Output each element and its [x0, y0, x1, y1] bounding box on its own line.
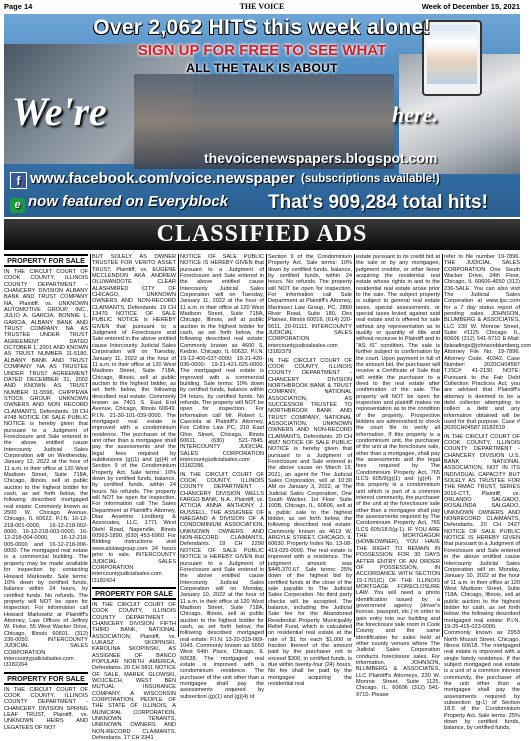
column-heading: PROPERTY FOR SALE: [4, 672, 88, 685]
page-header: [4, 2, 520, 13]
legal-notice: IN THE CIRCUIT COURT OF COOK COUNTY, ILLINOIS COUNTY DEPARTMENT - CHANCERY DIVISION SPRING LEAF TRUST, Plaintiff, vs. UNKNOWN HEIRS AND LEGATEES OF NOT: [4, 686, 88, 731]
everyblock-icon: e: [10, 198, 25, 213]
blog-link[interactable]: thevoicenewspapers.blogspot.com: [204, 150, 438, 166]
here-text: here.: [392, 102, 438, 127]
page-number: Page 14: [4, 2, 33, 11]
column-5: [356, 254, 440, 698]
legal-notice: estate pursuant to its credit bid at the sale or by any mortgagee, judgment creditor, or other lienor acquiring the residential real estate whose rights in and to the residential real estate arose prior to the sale. The subject property is subject to general real estate taxes, special assessments, or special taxes levied against said real estate and is offered for sale without any representation as to quality or quantity of title and without recourse to Plaintiff and in "AS IS" condition. The sale is further subject to confirmation by the court. Upon payment in full of the amount bid, the purchaser will receive a Certificate of Sale that will entitle the purchaser to a deed to the real estate after confirmation of the sale. The property will NOT be open for inspection and plaintiff makes no representation as to the condition of the property. Prospective bidders are admonished to check the court file to verify all information. If this property is a condominium unit, the purchaser of the unit at the foreclosure sale, other than a mortgagee, shall pay the assessments and the legal fees required by The Condominium Property Act, 765 ILCS 605/9(g)(1) and (g)(4). If this property is a condominium unit which is part of a common interest community, the purchaser of the unit at the foreclosure sale other than a mortgagee shall pay the assessments required by The Condominium Property Act, 765 ILCS 605/18.5(g-1). IF YOU ARE THE MORTGAGOR (HOMEOWNER), YOU HAVE THE RIGHT TO REMAIN IN POSSESSION FOR 30 DAYS AFTER ENTRY OF AN ORDER OF POSSESSION, IN ACCORDANCE WITH SECTION 15-1701(C) OF THE ILLINOIS MORTGAGE FORECLOSURE LAW. You will need a photo identification issued by a government agency (driver's license, passport, etc.) in order to gain entry into our building and the foreclosure sale room in Cook County and the same identification for sales held at other county venues where The Judicial Sales Corporation conducts foreclosure sales. For information, JOHNSON, BLUMBERG & ASSOCIATES, LLC Plaintiff's Attorneys, 230 W. Monroe Street, Suite 1125, Chicago, IL, 60606 (312) 541-9710. Please: [356, 254, 440, 698]
section-title: CLASSIFIED ADS: [156, 221, 368, 247]
legal-notice: IN THE CIRCUIT COURT OF COOK COUNTY, ILLINOIS COUNTY DEPARTMENT - CHANCERY DIVISION FIFTH THIRD BANK, NATIONAL ASSOCIATION, Plaintiff, vs. LUKASZ SKOPINSKI, KAROLINA SKOPINSKI, AS ASSIGNEE OF BANCO POPULAR NORTH AMERICA, Defendants. 20 CH 5811 NOTICE OF SALE, MAREK GLOWSKI, WOJCIECH, WEST BEN MUTUAL INSURANCE COMPANY, A WISCONSIN CORPORATION, PEOPLE OF THE STATE OF ILLINOIS, A MUNICIPAL CORPORATION, UNKNOWN TENANTS, UNKNOWN OWNERS AND NON-RECORD CLAIMANTS, Defendants. 17 CH 2341: [92, 601, 176, 741]
were-text: We're: [12, 89, 107, 134]
column-divider: [442, 254, 443, 637]
subscriptions-text: (subscriptions available!): [301, 173, 440, 185]
column-divider: [354, 254, 355, 637]
column-1: [4, 254, 88, 731]
facebook-link[interactable]: [10, 170, 295, 189]
legal-notice: BUT SOLELY AS OWNER TRUSTEE FOR VERITO ASSET TRUST, Plaintiff, vs. EUGENE MCCLENDON AKA ANDREW OLUWANDOTE CLEAR ALASHMIRED CITY OF CHICAGO, UNKNOWN OWNERS AND NON-RECORD CLAIMANTS, Defendants. 19 CH 13470 NOTICE OF SALE PUBLIC NOTICE is HEREBY GIVEN that pursuant to a Judgment of Foreclosure and Sale entered in the above entitled cause Intercounty Judicial Sales Corporation will on Tuesday, January 11, 2022 at the hour of 11 a.m. in their office at 120 West Madison Street, Suite 718A, Chicago, Illinois, sell at public auction to the highest bidder, as set forth below, the following described real estate: Commonly known as 7401 S. East End Avenue, Chicago, Illinois 60649. P.I.N. 21-30-101-039-0000. The mortgaged real estate is improved with a condominium residence. The purchaser of the unit other than a mortgagee shall pay the assessments and the legal fees required by subdivisions (g)(1) and (g)(4) of Section 9 of the Condominium Property Act. Sale terms: 10% down by certified funds, balance, by certified funds, within 24 hours. No refunds. The property will NOT be open for inspection. For information call The Sales Department at Plaintiff's Attorney, Diaz Anselmo Lindberg & Associates, LLC, 1771 West Diehl Road, Naperville, Illinois 60563-1890. (630) 453-6960. For Bidding instructions visit www.alolawgroup.com 24 hours prior to sale. INTERCOUNTY JUDICIAL SALES CORPORATION intercountyjudicialsales.com I3182424: [92, 254, 176, 584]
column-2: [92, 254, 176, 741]
paper-name: THE VOICE: [239, 2, 285, 11]
facebook-icon: f: [10, 172, 27, 189]
banner-tagline: ALL THE TALK IS ABOUT: [186, 61, 338, 75]
banner-headline: Over 2,062 HITS this week alone!: [93, 16, 431, 39]
column-heading: PROPERTY FOR SALE: [92, 587, 176, 600]
legal-notice: IN THE CIRCUIT COURT OF COOK COUNTY, ILLINOIS COUNTY DEPARTMENT - CHANCERY DIVISION NORTHBROOK BANK & TRUST COMPANY, NATIONAL ASSOCIATION, AS SUCCESSOR TRUSTEE TO NORTHBROOK BANK AND TRUST COMPANY, NATIONAL ASSOCIATION, UNKNOWN OWNERS AND NON-RECORD CLAIMANTS, Defendants. 20 CH 4587 NOTICE OF SALE PUBLIC NOTICE is hereby given that pursuant to a Judgment of Foreclosure and Sale entered in the above cause on March 19, 2021, an agent for The Judicial Sales Corporation, will at 10:30 AM on January 3, 2022, at The Judicial Sales Corporation, One South Wacker, 1st Floor Suite 100B, Chicago, IL, 60606, sell at a public sale to the highest bidder, as set forth below, the following described real estate: Commonly known as 4613 W. ARGYLE STREET, CHICAGO, IL 60630. Property Index No. 13-08-419-025-0000. The real estate is improved with a residence. The judgment amount was $445,370.67. Sale terms: 25% down of the highest bid by certified funds at the close of the sale payable to The Judicial Sales Corporation. No third party checks will be accepted. The balance, including the Judicial Sale fee for the Abandoned Residential Property Municipality Relief Fund, which is calculated on residential real estate at the rate of $1 for each $1,000 or fraction thereof of the amount paid by the purchaser not to exceed $300, in certified funds, is due within twenty-four (24) hours. No fee shall be paid by the mortgagee acquiring the residential real: [268, 357, 352, 688]
column-divider: [266, 254, 267, 637]
column-divider: [178, 254, 179, 637]
issue-date: Week of December 15, 2021: [421, 2, 520, 11]
legal-notice: IN THE CIRCUIT COURT OF COOK COUNTY, ILLINOIS COUNTY DEPARTMENT - CHANCERY DIVISION ALBANY BANK AND TRUST COMPANY NA, Plaintiff, vs. UNKNOWN AUTOMOTIVE GROUP, INC., JULIO A. GARCIA, BONNIE L. GARCIA, ALBANY BANK AND TRUST COMPANY NA AS TRUSTEE UNDER TRUST AGREEMENT DATED OCTOBER 1, 2001 AND KNOWN AS TRUST NUMBER 11-5180, ALBANY BANK AND TRUST COMPANY NA AS TRUSTEE UNDER TRUST AGREEMENT DATED DECEMBER 31, 2002 AND KNOWN AS TRUST NUMBER 11-5596, CHIPPEWA STOCK GROUP, UNKNOWN OWNERS AND NON RECORD CLAIMANTS, Defendants. 18 CH 4748 NOTICE OF SALE PUBLIC NOTICE is hereby given that pursuant to a Judgment of Foreclosure and Sale entered in the above entitled cause Intercounty Judicial Sales Corporation will on Wednesday, January 12, 2022 at the hour of 11 a.m. in their office at 120 West Madison Street, Suite 718A, Chicago, Illinois, sell at public auction to the highest bidder for cash, as set forth below, the following described mortgaged real estate: Commonly known as 2500 W. Chicago Avenue, Chicago, IL 60622. P.I.N. 16-12-218-001-0000, 16-12-218-002-0000, 16-12-218-003-0000, 16-12-218-004-0000, 16-12-218-005-0000 and 16-12-218-006-0000. The mortgaged real estate is a commercial building. The property may be made available for inspection by contacting Howard Markowitz. Sale terms: 10% down by certified funds, balance within 24 hours, by certified funds. No refunds. The property will NOT be open for inspection. For information call Howard Markowitz at Plaintiff's Attorney, Law Offices of Jeffrey W. Finke, 55 West Wacker Drive, Chicago, Illinois 60601. (312) 236-0050. INTERCOUNTY JUDICIAL SALES CORPORATION intercountyjudicialsales.com I3182264: [4, 269, 88, 669]
column-heading: PROPERTY FOR SALE: [4, 254, 88, 267]
column-3: [180, 254, 264, 700]
promo-banner[interactable]: [4, 14, 520, 217]
legal-notice: IN THE CIRCUIT COURT OF COOK COUNTY, ILLINOIS COUNTY DEPARTMENT - CHANCERY DIVISION U.S. BANK NATIONAL ASSOCIATION, NOT IN ITS INDIVIDUAL CAPACITY BUT SOLELY AS TRUSTEE FOR THE RMAC TRUST, SERIES 2016-CTT, Plaintiff, vs. ORLANDO SALGADO, ROSALINDA SALGADO, UNKNOWN OWNERS AND NONRECORD CLAIMANTS, Defendants. 20 CH 2427 NOTICE OF SALE PUBLIC NOTICE IS HEREBY GIVEN that pursuant to a Judgment of Foreclosure and Sale entered in the above entitled cause Intercounty Judicial Sales Corporation will on Monday, January 10, 2022 at the hour of 11 a.m. in their office at 120 West Madison Street, Suite 718A, Chicago, Illinois, sell at public auction to the highest bidder for cash, as set forth below, the following described mortgaged real estate: P.I.N. 19-25-415-023-0000. Commonly known as 2953 North Mozart Street, Chicago, Illinois 60618. The mortgaged real estate is improved with a single family residence. If the subject mortgaged real estate is a unit of a common interest community, the purchaser of the unit other than a mortgagee shall pay the assessments required by subsection (g-1) of Section 18.5 of the Condominium Property Act. Sale terms: 25% down by certified funds, balance, by certified funds,: [444, 433, 520, 732]
legal-notice: IN THE CIRCUIT COURT OF COOK COUNTY, ILLINOIS COUNTY DEPARTMENT - CHANCERY DIVISION WELLS FARGO BANK, N.A., Plaintiff, vs. ATTICIA ANNA ANTHONY J. RUSSELL, THE ASSIGNEE OF NAEGAND A DIVISION OF A CONDOMINIUM ASSOCIATION, UNKNOWN OWNERS AND NON-RECORD CLAIMANTS, Defendants. 19 CH 2290 NOTICE OF SALE PUBLIC NOTICE is HEREBY GIVEN that pursuant to a Judgment of Foreclosure and Sale entered in the above entitled cause Intercounty Judicial Sales Corporation will on Monday, January 10, 2022 at the hour of 11 a.m. in their office at 120 West Madison Street, Suite 718A, Chicago, Illinois, sell at public auction to the highest bidder for cash, as set forth below, the following described mortgaged real estate: P.I.N. 13-20-319-069-1043. Commonly known as 5650 West 64th Place, Chicago, IL 60638. The mortgaged real estate is improved with a condominium residence. The purchaser of the unit other than a mortgagee shall pay the assessments required by subsection (g)(1) and (g)(4) of: [180, 471, 264, 700]
facebook-url: www.facebook.com/voice.newspaper: [30, 170, 295, 187]
column-6: [444, 254, 531, 732]
classified-columns: [4, 254, 531, 741]
everyblock-link[interactable]: [10, 193, 228, 213]
legal-notice: Section 9 of the Condominium Property Act. Sale terms: 10% down by certified funds, balance, by certified funds, within 24 hours. No refunds. The property will NOT be open for inspection. For information call Sale Department at Plaintiff's Attorney, Marinosci Law Group, PC, 2860 River Road, Suite 180, Des Plaines, Illinois 60016. (614) 220-5611. 20-01111. INTERCOUNTY JUDICIAL SALES CORPORATION intercountyjudicialsales.com I3182379: [268, 254, 352, 356]
legal-notice: refer to file number 19-7896. THE JUDICIAL SALES CORPORATION One South Wacker Drive, 24th Floor, Chicago, IL 60606-4650 (312) 236-SALE. You can also visit The Judicial Sales Corporation at www.tjsc.com for a 7 day status report of pending sales. JOHNSON, BLUMBERG & ASSOCIATES, LLC 230 W. Monroe Street, Suite #1125 Chicago IL, 60606 (312) 541-9710 E-Mail: ilpleadings@johnsonblumberg.com Attorney File No. 19-7896. Attorney Code. 40342. Case Number: 2020CH04587 TJSC#: 41-2130. NOTE: Pursuant to the Fair Debt Collection Practices Act, you are advised that Plaintiff's attorney is deemed to be a debt collector attempting to collect a debt and any information obtained will be used for that purpose. Case # 2020CH04587 I3182519: [444, 254, 531, 432]
column-divider: [90, 254, 91, 637]
section-title-bar: [4, 219, 520, 250]
total-hits: That's 909,284 total hits!: [268, 192, 488, 213]
legal-notice: NOTICE OF SALE PUBLIC NOTICE IS HEREBY GIVEN that pursuant to a Judgment of Foreclosure and Sale entered in the above entitled cause Intercounty Judicial Sales Corporation will on Tuesday, January 11, 2022 at the hour of 11 a.m. in their office at 120 West Madison Street, Suite 718A, Chicago, Illinois, sell at public auction to the highest bidder for cash, as set forth below, the following described real estate: Commonly known as 4600 S. Kedzie, Chicago, IL 60632. P.I.N. 19-12-400-037-0000; 19-21-420-036-0000; 19-21-421-025-0000. The mortgaged real estate is improved with a commercial building. Sale terms: 10% down by certified funds, balance within 24 hours, by certified funds. No refunds. The property will NOT be open for inspection. For information call Mr. Robert L. Casciola at Plaintiff's Attorney, Fox Collins Law PC, 210 East Ohio Street, Chicago, Illinois 60611. (630) 521-7845. INTERCOUNTY JUDICIAL SALES CORPORATION intercountyjudicialsales.com I3182286: [180, 254, 264, 470]
signup-link[interactable]: SIGN UP FOR FREE TO SEE WHAT: [137, 42, 387, 59]
column-4: [268, 254, 352, 688]
everyblock-label: now featured on Everyblock: [28, 193, 229, 210]
